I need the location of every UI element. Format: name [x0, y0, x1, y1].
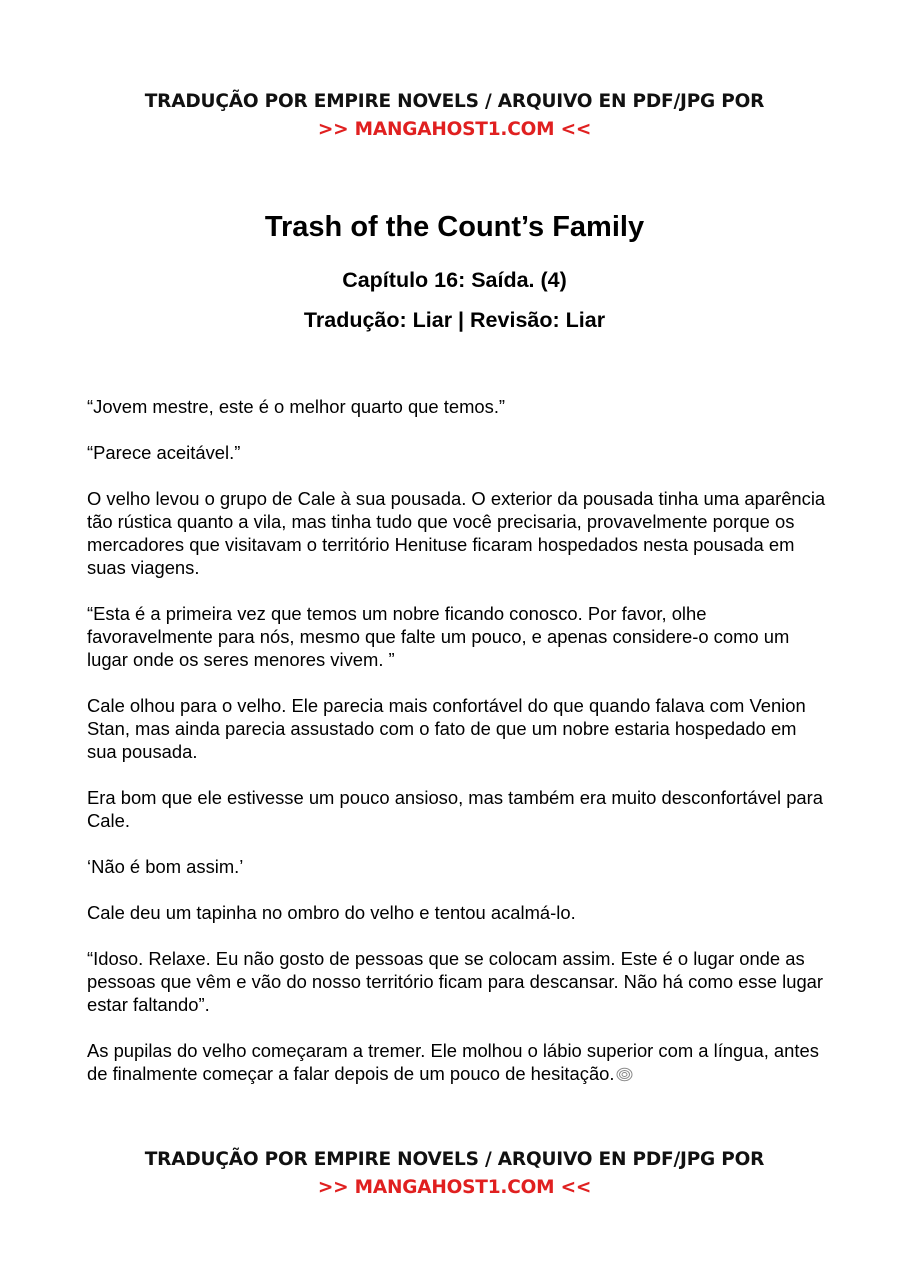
paragraph: Era bom que ele estivesse um pouco ansioso, mas também era muito desconfortável para Cale. [87, 787, 824, 831]
paragraph: As pupilas do velho começaram a tremer. Ele molhou o lábio superior com a língua, antes de finalmente começar a falar depois de um pouco de hesitação. [87, 1040, 819, 1084]
header-banner-credit: TRADUÇÃO POR EMPIRE NOVELS / ARQUIVO EN PDF/JPG POR [144, 91, 765, 112]
header-banner [0, 88, 909, 144]
swirl-icon [616, 1064, 633, 1087]
paragraph: Cale olhou para o velho. Ele parecia mais confortável do que quando falava com Venion Stan, mas ainda parecia assustado com o fato de que um nobre estaria hospedado em sua pousada. [87, 695, 806, 762]
footer-banner [0, 1146, 909, 1202]
translation-credits: Tradução: Liar | Revisão: Liar [303, 308, 606, 332]
paragraph: “Esta é a primeira vez que temos um nobre ficando conosco. Por favor, olhe favoravelmente para nós, mesmo que falte um pouco, e apenas considere-o como um lugar onde os seres menores vivem. ” [87, 603, 790, 670]
paragraph: “Parece aceitável.” [87, 442, 241, 463]
paragraph: “Idoso. Relaxe. Eu não gosto de pessoas que se colocam assim. Este é o lugar onde as pessoas que vêm e vão do nosso território ficam para descansar. Não há como esse lugar estar faltando”. [87, 948, 824, 1015]
paragraph: Cale deu um tapinha no ombro do velho e tentou acalmá-lo. [87, 902, 576, 923]
chapter-heading: Capítulo 16: Saída. (4) [342, 268, 567, 292]
paragraph: “Jovem mestre, este é o melhor quarto que temos.” [87, 396, 506, 417]
paragraph: O velho levou o grupo de Cale à sua pousada. O exterior da pousada tinha uma aparência tão rústica quanto a vila, mas tinha tudo que você precisaria, provavelmente porque os mercadores que visitavam o território Henituse ficaram hospedados nesta pousada em suas viagens. [87, 488, 826, 578]
paragraph: ‘Não é bom assim.’ [87, 856, 244, 877]
page-title: Trash of the Count’s Family [264, 211, 645, 243]
footer-banner-site-link[interactable]: >> MANGAHOST1.COM << [317, 1177, 592, 1198]
header-banner-site-link[interactable]: >> MANGAHOST1.COM << [317, 119, 592, 140]
chapter-body [87, 395, 827, 1087]
footer-banner-credit: TRADUÇÃO POR EMPIRE NOVELS / ARQUIVO EN PDF/JPG POR [144, 1149, 765, 1170]
